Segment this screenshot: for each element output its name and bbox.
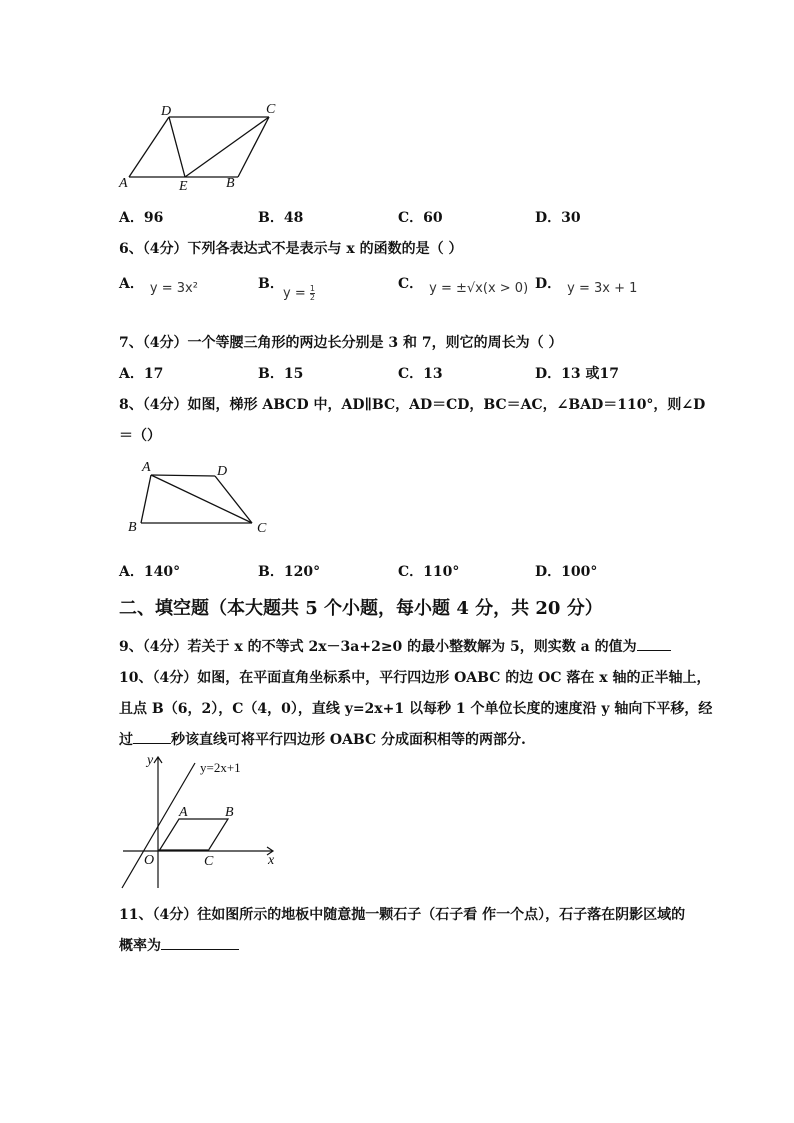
vertex-label-c: C [266,102,276,117]
q6-option-a[interactable]: A． y = 3x² [119,276,198,296]
question-7-stem: 7、（4分）一个等腰三角形的两边长分别是 3 和 7，则它的周长为（ ） [119,335,563,351]
point-label-a: A [179,805,188,820]
q6-option-b-expr: y = $\frac{1}{2}$ [283,284,315,302]
q6-option-c[interactable]: C． y = ±√x(x > 0) [398,276,529,296]
parallelogram-figure [110,98,290,198]
question-11-line-2: 概率为 [119,935,239,955]
q8-option-c[interactable]: C．110° [398,564,460,580]
section-2-heading: 二、填空题（本大题共 5 个小题，每小题 4 分，共 20 分） [119,598,603,619]
trapezoid-figure [120,455,280,540]
q8-option-d[interactable]: D．100° [535,564,598,580]
vertex-label-d: D [217,464,228,479]
q6-option-b[interactable]: B． [258,276,284,292]
answer-blank[interactable] [637,636,671,651]
question-10-line-1: 10、（4分）如图，在平面直角坐标系中，平行四边形 OABC 的边 OC 落在 x 轴的正半轴上， [119,670,711,686]
question-10-line-3: 过 秒该直线可将平行四边形 OABC 分成面积相等的两部分. [119,729,526,749]
vertex-label-a: A [142,460,151,475]
q7-option-b[interactable]: B．15 [258,366,304,382]
coordinate-figure [110,748,290,893]
answer-blank[interactable] [161,935,239,950]
question-6-stem: 6、（4分）下列各表达式不是表示与 x 的函数的是（ ） [119,241,463,257]
x-axis-label: x [268,853,275,868]
point-label-c: C [204,854,214,869]
y-axis-label: y [147,753,154,768]
vertex-label-e: E [179,179,188,194]
question-8-line-1: 8、（4分）如图，梯形 ABCD 中，AD∥BC，AD＝CD，BC＝AC，∠BAD＝110°，则∠D [119,397,706,413]
question-8-line-2: ＝（） [119,428,161,444]
vertex-label-c: C [257,521,267,536]
point-label-b: B [225,805,234,820]
vertex-label-b: B [128,520,137,535]
vertex-label-b: B [226,176,235,191]
q7-option-c[interactable]: C．13 [398,366,443,382]
q7-option-a[interactable]: A．17 [119,366,164,382]
vertex-label-a: A [119,176,128,191]
question-10-line-2: 且点 B（6，2），C（4，0），直线 y=2x+1 以每秒 1 个单位长度的速度沿 y 轴向下平移，经 [119,701,713,717]
question-9: 9、（4分）若关于 x 的不等式 2x－3a+2≥0 的最小整数解为 5，则实数 a 的值为 [119,636,671,656]
q8-option-b[interactable]: B．120° [258,564,321,580]
q7-option-d[interactable]: D．13 或17 [535,366,619,382]
q5-option-b[interactable]: B．48 [258,210,304,226]
q5-option-a[interactable]: A．96 [119,210,164,226]
answer-blank[interactable] [133,729,171,744]
line-equation-label: y=2x+1 [200,760,241,775]
question-11-line-1: 11、（4分）往如图所示的地板中随意抛一颗石子（石子看 作一个点），石子落在阴影区域的 [119,907,686,923]
q6-option-d[interactable]: D． y = 3x + 1 [535,276,638,296]
q5-option-c[interactable]: C．60 [398,210,443,226]
q5-option-d[interactable]: D．30 [535,210,581,226]
fraction: $\frac{1}{2}$ [309,284,315,302]
point-label-o: O [144,853,155,868]
q8-option-a[interactable]: A．140° [119,564,181,580]
vertex-label-d: D [161,104,172,119]
